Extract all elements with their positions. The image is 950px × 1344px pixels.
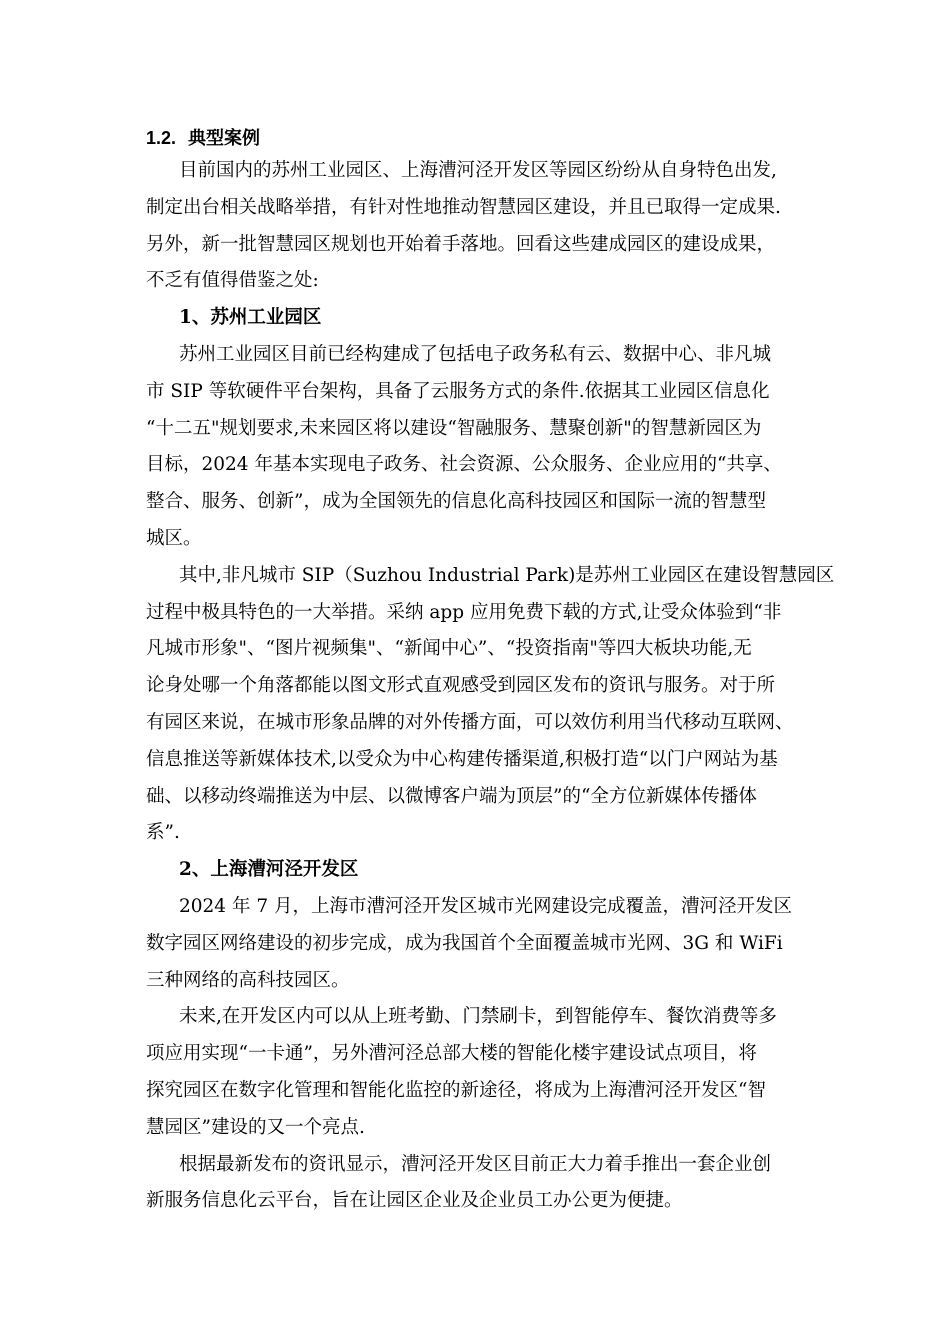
paragraph-line: 根据最新发布的资讯显示，漕河泾开发区目前正大力着手推出一套企业创 bbox=[179, 1153, 772, 1175]
paragraph-line: 新服务信息化云平台，旨在让园区企业及企业员工办公更为便捷。 bbox=[146, 1190, 683, 1212]
section-number: 1.2. bbox=[146, 128, 177, 148]
paragraph-line: 信息推送等新媒体技术,以受众为中心构建传播渠道,积极打造“以门户网站为基 bbox=[146, 748, 778, 770]
paragraph-line: 凡城市形象"、“图片视频集"、“新闻中心”、“投资指南"等四大板块功能,无 bbox=[146, 638, 752, 660]
paragraph-line: 市 SIP 等软硬件平台架构，具备了云服务方式的条件.依据其工业园区信息化 bbox=[146, 380, 770, 402]
paragraph-line: 不乏有值得借鉴之处: bbox=[146, 270, 319, 292]
paragraph-line: 础、以移动终端推送为中层、以微博客户端为顶层”的“全方位新媒体传播体 bbox=[146, 785, 757, 807]
paragraph-line: 探究园区在数字化管理和智能化监控的新途径，将成为上海漕河泾开发区“智 bbox=[146, 1079, 766, 1101]
paragraph-line: 未来,在开发区内可以从上班考勤、门禁刷卡，到智能停车、餐饮消费等多 bbox=[179, 1006, 777, 1028]
paragraph-line: 苏州工业园区目前已经构建成了包括电子政务私有云、数据中心、非凡城 bbox=[179, 343, 772, 365]
paragraph-line: 城区。 bbox=[146, 527, 202, 549]
section-heading bbox=[146, 124, 260, 153]
paragraph-line: 整合、服务、创新”，成为全国领先的信息化高科技园区和国际一流的智慧型 bbox=[146, 491, 766, 513]
section-title: 典型案例 bbox=[188, 128, 261, 149]
paragraph-line: 目前国内的苏州工业园区、上海漕河泾开发区等园区纷纷从自身特色出发, bbox=[179, 160, 777, 181]
document-body bbox=[146, 153, 835, 1220]
paragraph-line: 系”. bbox=[146, 822, 180, 844]
paragraph-line: 另外，新一批智慧园区规划也开始着手落地。回看这些建成园区的建设成果， bbox=[146, 233, 776, 255]
paragraph-line: 三种网络的高科技园区。 bbox=[146, 969, 350, 991]
paragraph-line: 其中,非凡城市 SIP（Suzhou Industrial Park)是苏州工业园区在建设智慧园区 bbox=[179, 564, 835, 586]
subheading-shanghai: 2、上海漕河泾开发区 bbox=[179, 859, 359, 881]
paragraph-line: 慧园区”建设的又一个亮点. bbox=[146, 1116, 365, 1138]
paragraph-line: 目标，2024 年基本实现电子政务、社会资源、公众服务、企业应用的“共享、 bbox=[146, 454, 782, 476]
paragraph-line: 项应用实现“一卡通”，另外漕河泾总部大楼的智能化楼宇建设试点项目，将 bbox=[146, 1043, 757, 1065]
paragraph-line: 有园区来说，在城市形象品牌的对外传播方面，可以效仿利用当代移动互联网、 bbox=[146, 711, 794, 733]
paragraph-line: “十二五"规划要求,未来园区将以建设“智融服务、慧聚创新"的智慧新园区为 bbox=[146, 417, 762, 439]
paragraph-line: 论身处哪一个角落都能以图文形式直观感受到园区发布的资讯与服务。对于所 bbox=[146, 675, 776, 697]
paragraph-line: 制定出台相关战略举措，有针对性地推动智慧园区建设，并且已取得一定成果. bbox=[146, 196, 781, 218]
subheading-suzhou: 1、苏州工业园区 bbox=[179, 307, 322, 329]
paragraph-line: 2024 年 7 月，上海市漕河泾开发区城市光网建设完成覆盖，漕河泾开发区 bbox=[179, 895, 792, 917]
paragraph-line: 过程中极具特色的一大举措。采纳 app 应用免费下载的方式,让受众体验到“非 bbox=[146, 601, 782, 623]
paragraph-line: 数字园区网络建设的初步完成，成为我国首个全面覆盖城市光网、3G 和 WiFi bbox=[146, 932, 783, 954]
